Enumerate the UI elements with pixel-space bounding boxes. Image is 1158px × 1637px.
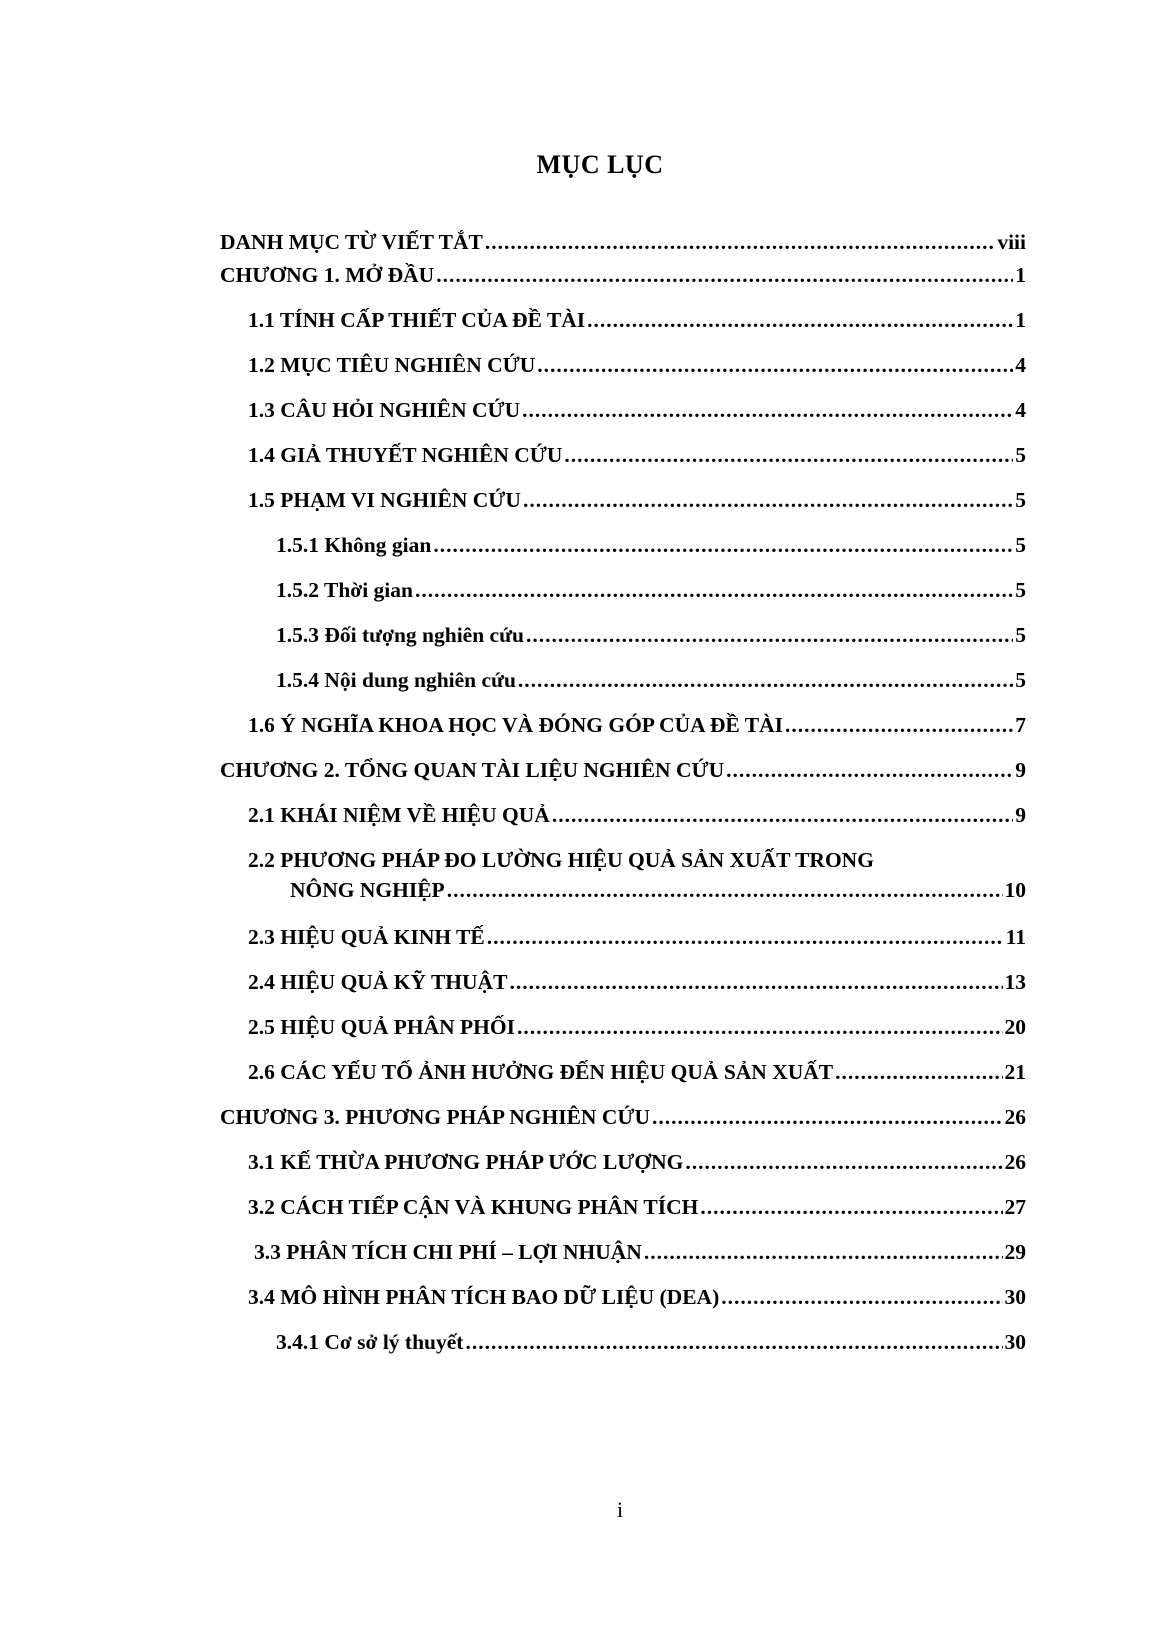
toc-entry-label: 1.5.1 Không gian [276, 533, 432, 557]
toc-entry-label: 1.2 MỤC TIÊU NGHIÊN CỨU [248, 353, 536, 377]
toc-entry[interactable] [220, 227, 1026, 257]
toc-entry-label: 1.5.4 Nội dung nghiên cứu [276, 668, 516, 692]
dot-leader [447, 875, 1003, 905]
toc-entry-page: 26 [1004, 1150, 1026, 1174]
toc-entry-label: 1.5.2 Thời gian [276, 578, 413, 602]
toc-entry-label: 3.2 CÁCH TIẾP CẬN VÀ KHUNG PHÂN TÍCH [248, 1195, 699, 1219]
toc-entry-label: 3.1 KẾ THỪA PHƯƠNG PHÁP ƯỚC LƯỢNG [248, 1150, 684, 1174]
toc-entry-label: 2.2 PHƯƠNG PHÁP ĐO LƯỜNG HIỆU QUẢ SẢN XUẤT TRONG [248, 848, 874, 872]
toc-entry-label: 1.5.3 Đối tượng nghiên cứu [276, 623, 524, 647]
toc-entry[interactable] [220, 1102, 1026, 1132]
toc-entry-label: DANH MỤC TỪ VIẾT TẮT [220, 230, 483, 254]
toc-entry-page: 29 [1004, 1240, 1026, 1264]
dot-leader [509, 967, 1002, 997]
toc-entry[interactable] [220, 755, 1026, 785]
toc-entry-page: 5 [1015, 488, 1026, 512]
dot-leader [523, 485, 1013, 515]
toc-entry[interactable] [248, 395, 1026, 425]
dot-leader [721, 1282, 1002, 1312]
dot-leader [436, 260, 1013, 290]
toc-entry-page: 4 [1015, 398, 1026, 422]
toc-entry-page: 10 [1004, 878, 1026, 902]
toc-entry[interactable] [248, 485, 1026, 515]
toc-entry-label: 2.6 CÁC YẾU TỐ ẢNH HƯỞNG ĐẾN HIỆU QUẢ SẢN XUẤT [248, 1060, 834, 1084]
dot-leader [644, 1237, 1003, 1267]
toc-entry-page: 5 [1015, 668, 1026, 692]
toc-entry[interactable] [220, 260, 1026, 290]
dot-leader [433, 530, 1013, 560]
dot-leader [487, 922, 1004, 952]
toc-entry-label: 1.5 PHẠM VI NGHIÊN CỨU [248, 488, 521, 512]
dot-leader [517, 1012, 1003, 1042]
toc-entry[interactable] [248, 1282, 1026, 1312]
toc-entry[interactable] [248, 1012, 1026, 1042]
toc-entry-page: 9 [1015, 803, 1026, 827]
toc-entry[interactable] [248, 350, 1026, 380]
toc-entry-page: 7 [1015, 713, 1026, 737]
toc-entry[interactable] [254, 1237, 1026, 1267]
dot-leader [485, 227, 995, 257]
dot-leader [415, 575, 1013, 605]
dot-leader [785, 710, 1013, 740]
toc-entry[interactable] [248, 1057, 1026, 1087]
toc-entry-label: CHƯƠNG 3. PHƯƠNG PHÁP NGHIÊN CỨU [220, 1105, 650, 1129]
toc-entry-label: 1.3 CÂU HỎI NGHIÊN CỨU [248, 398, 521, 422]
toc-entry-page: 21 [1004, 1060, 1026, 1084]
toc-entry[interactable] [248, 1147, 1026, 1177]
toc-entry-label: CHƯƠNG 1. MỞ ĐẦU [220, 263, 435, 287]
dot-leader [465, 1327, 1002, 1357]
toc-entry-label: 1.1 TÍNH CẤP THIẾT CỦA ĐỀ TÀI [248, 308, 586, 332]
toc-entry[interactable] [248, 800, 1026, 830]
toc-entry-page: 4 [1015, 353, 1026, 377]
toc-entry[interactable] [248, 922, 1026, 952]
toc-entry-page: 5 [1015, 623, 1026, 647]
toc-entry-page: 27 [1004, 1195, 1026, 1219]
toc-entry[interactable] [276, 665, 1026, 695]
dot-leader [835, 1057, 1002, 1087]
toc-entry-label: 2.1 KHÁI NIỆM VỀ HIỆU QUẢ [248, 803, 550, 827]
toc-entry-label: CHƯƠNG 2. TỔNG QUAN TÀI LIỆU NGHIÊN CỨU [220, 758, 725, 782]
dot-leader [537, 350, 1013, 380]
dot-leader [564, 440, 1013, 470]
toc-entry-page: 5 [1015, 533, 1026, 557]
toc-entry[interactable] [276, 530, 1026, 560]
toc-entry-page: 26 [1004, 1105, 1026, 1129]
toc-entry-page: 1 [1015, 308, 1026, 332]
dot-leader [587, 305, 1013, 335]
toc-entry-label: 3.3 PHÂN TÍCH CHI PHÍ – LỢI NHUẬN [254, 1240, 642, 1264]
dot-leader [685, 1147, 1002, 1177]
toc-entry-label: 2.5 HIỆU QUẢ PHÂN PHỐI [248, 1015, 515, 1039]
page-number: i [616, 1497, 624, 1522]
toc-entry[interactable] [248, 440, 1026, 470]
toc-entry-label: 2.3 HIỆU QUẢ KINH TẾ [248, 925, 485, 949]
toc-entry-label: 3.4 MÔ HÌNH PHÂN TÍCH BAO DỮ LIỆU (DEA) [248, 1285, 720, 1309]
toc-entry[interactable] [248, 1192, 1026, 1222]
dot-leader [518, 665, 1013, 695]
toc-entry-page: 13 [1004, 970, 1026, 994]
toc-entry[interactable] [276, 1327, 1026, 1357]
toc-entry-page: 30 [1004, 1330, 1026, 1354]
toc-entry-page: 30 [1004, 1285, 1026, 1309]
page-title: MỤC LỤC [536, 150, 664, 179]
dot-leader [526, 620, 1013, 650]
toc-entry-label-continuation: NÔNG NGHIỆP [290, 878, 445, 902]
dot-leader [726, 755, 1013, 785]
toc-entry-page: 20 [1004, 1015, 1026, 1039]
toc-entry[interactable] [276, 575, 1026, 605]
toc-entry-label: 1.6 Ý NGHĨA KHOA HỌC VÀ ĐÓNG GÓP CỦA ĐỀ TÀI [248, 713, 783, 737]
toc-entry-label: 2.4 HIỆU QUẢ KỸ THUẬT [248, 970, 508, 994]
toc-entry-label: 3.4.1 Cơ sở lý thuyết [276, 1330, 464, 1354]
toc-entry-label: 1.4 GIẢ THUYẾT NGHIÊN CỨU [248, 443, 563, 467]
toc-entry[interactable] [248, 845, 1026, 905]
toc-entry[interactable] [248, 710, 1026, 740]
toc-entry[interactable] [248, 305, 1026, 335]
dot-leader [700, 1192, 1002, 1222]
toc-entry[interactable] [248, 967, 1026, 997]
toc-entry-page: 5 [1015, 443, 1026, 467]
toc-entry-page: 11 [1005, 925, 1026, 949]
dot-leader [552, 800, 1013, 830]
toc-entry-page: 5 [1015, 578, 1026, 602]
dot-leader [522, 395, 1013, 425]
toc-entry-page: 1 [1015, 263, 1026, 287]
toc-entry-page: viii [997, 230, 1026, 254]
toc-entry[interactable] [276, 620, 1026, 650]
dot-leader [652, 1102, 1003, 1132]
toc-entry-page: 9 [1015, 758, 1026, 782]
